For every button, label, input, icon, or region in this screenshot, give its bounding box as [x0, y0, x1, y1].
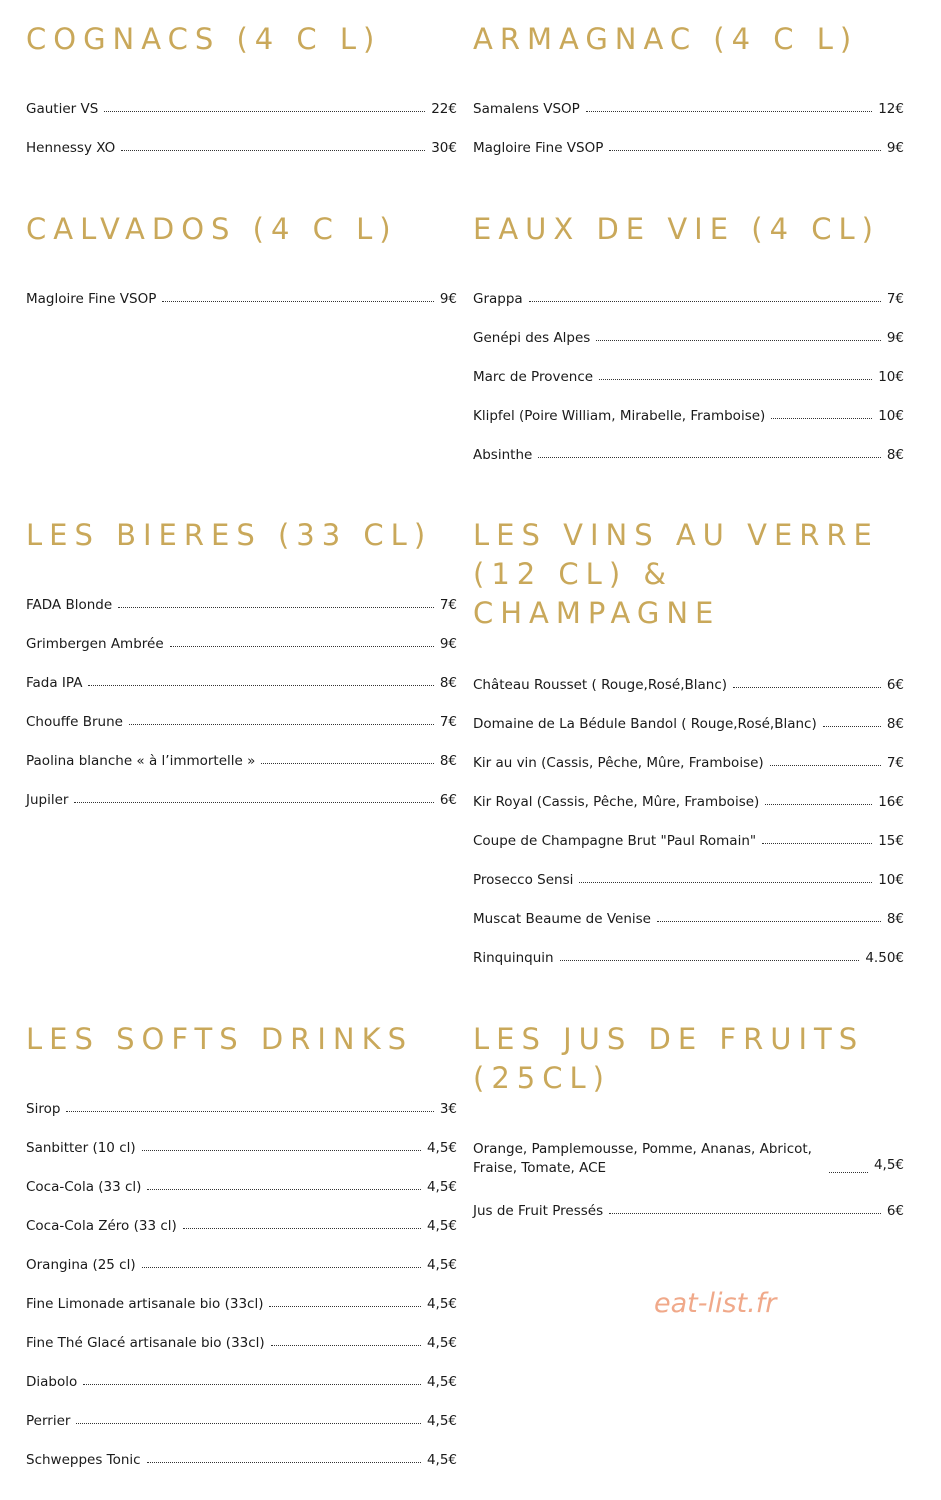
section-calvados	[26, 210, 457, 307]
menu-item	[26, 139, 457, 158]
section-title: LES BIERES (33 CL)	[26, 518, 433, 552]
item-name: Fine Thé Glacé artisanale bio (33cl)	[26, 1335, 265, 1351]
item-price: 8€	[886, 447, 904, 463]
dot-leader	[83, 1384, 421, 1385]
item-name: Orangina (25 cl)	[26, 1257, 136, 1273]
section-softs	[26, 1020, 457, 1468]
dot-leader	[170, 646, 434, 647]
menu-item	[473, 832, 904, 851]
dot-leader	[271, 1345, 421, 1346]
item-price: 4,5€	[426, 1218, 457, 1234]
dot-leader	[129, 724, 434, 725]
menu-item	[26, 1451, 457, 1470]
watermark: eat-list.fr	[654, 1288, 777, 1319]
item-price: 9€	[886, 330, 904, 346]
menu-item	[473, 949, 904, 968]
item-name: Paolina blanche « à l’immortelle »	[26, 753, 256, 769]
dot-leader	[261, 763, 433, 764]
menu-item	[473, 1140, 904, 1178]
dot-leader	[560, 960, 860, 961]
item-price: 7€	[439, 597, 457, 613]
menu-item	[26, 635, 457, 654]
menu-item	[473, 754, 904, 773]
dot-leader	[88, 685, 433, 686]
item-price: 8€	[886, 911, 904, 927]
item-name: Genépi des Alpes	[473, 330, 591, 346]
dot-leader	[596, 340, 880, 341]
menu-item	[473, 100, 904, 119]
item-price: 7€	[439, 714, 457, 730]
item-name: Magloire Fine VSOP	[473, 140, 604, 156]
item-name: Jus de Fruit Pressés	[473, 1203, 604, 1219]
item-price: 4,5€	[873, 1157, 904, 1173]
item-price: 4,5€	[426, 1374, 457, 1390]
item-price: 4,5€	[426, 1140, 457, 1156]
section-title-line: LES JUS DE FRUITS	[473, 1022, 865, 1056]
dot-leader	[765, 804, 872, 805]
item-price: 10€	[878, 408, 904, 424]
item-name: Fada IPA	[26, 675, 83, 691]
item-name: Rinquinquin	[473, 950, 554, 966]
item-name: Muscat Beaume de Venise	[473, 911, 651, 927]
menu-item	[473, 407, 904, 426]
item-name: Absinthe	[473, 447, 533, 463]
item-price: 6€	[886, 1203, 904, 1219]
dot-leader	[162, 301, 433, 302]
dot-leader	[74, 802, 433, 803]
section-title: COGNACS (4 C L)	[26, 22, 382, 56]
item-price: 9€	[886, 140, 904, 156]
item-name: Marc de Provence	[473, 369, 594, 385]
section-title-line: (12 CL) &	[473, 557, 673, 591]
menu-item	[473, 793, 904, 812]
item-price: 4,5€	[426, 1452, 457, 1468]
dot-leader	[657, 921, 881, 922]
dot-leader	[733, 687, 881, 688]
menu-item	[26, 674, 457, 693]
item-price: 10€	[878, 872, 904, 888]
dot-leader	[269, 1306, 420, 1307]
dot-leader	[829, 1172, 868, 1173]
section-eaux-de-vie	[473, 210, 904, 463]
item-name: Sirop	[26, 1101, 61, 1117]
dot-leader	[142, 1267, 421, 1268]
item-name: Grappa	[473, 291, 523, 307]
item-price: 6€	[439, 792, 457, 808]
dot-leader	[586, 111, 872, 112]
menu-item	[26, 1178, 457, 1197]
dot-leader	[609, 150, 880, 151]
dot-leader	[104, 111, 425, 112]
menu-item	[473, 871, 904, 890]
item-name: Domaine de La Bédule Bandol ( Rouge,Rosé,Blanc)	[473, 716, 817, 732]
dot-leader	[579, 882, 872, 883]
item-price: 9€	[439, 291, 457, 307]
menu-item	[26, 1295, 457, 1314]
menu-item	[26, 290, 457, 309]
dot-leader	[599, 379, 872, 380]
section-title-line: (25CL)	[473, 1061, 611, 1095]
item-name: Sanbitter (10 cl)	[26, 1140, 136, 1156]
dot-leader	[118, 607, 434, 608]
dot-leader	[529, 301, 881, 302]
menu-item	[473, 290, 904, 309]
menu-item	[26, 791, 457, 810]
section-vins	[473, 516, 904, 966]
item-price: 7€	[886, 755, 904, 771]
item-name: Kir Royal (Cassis, Pêche, Mûre, Framboise)	[473, 794, 760, 810]
item-price: 4,5€	[426, 1413, 457, 1429]
item-name: Hennessy XO	[26, 140, 116, 156]
item-name: Diabolo	[26, 1374, 78, 1390]
item-price: 4,5€	[426, 1257, 457, 1273]
item-name: Coca-Cola Zéro (33 cl)	[26, 1218, 177, 1234]
item-name: Coupe de Champagne Brut "Paul Romain"	[473, 833, 757, 849]
dot-leader	[76, 1423, 421, 1424]
dot-leader	[121, 150, 425, 151]
section-armagnac	[473, 20, 904, 156]
item-price: 6€	[886, 677, 904, 693]
dot-leader	[142, 1150, 421, 1151]
menu-item	[26, 1100, 457, 1119]
item-price: 8€	[886, 716, 904, 732]
menu-item	[473, 910, 904, 929]
item-price: 16€	[878, 794, 904, 810]
item-name: Jupiler	[26, 792, 69, 808]
menu-item	[26, 1334, 457, 1353]
item-name: Fine Limonade artisanale bio (33cl)	[26, 1296, 264, 1312]
menu-item	[473, 1202, 904, 1221]
item-name: Coca-Cola (33 cl)	[26, 1179, 142, 1195]
menu-item	[473, 368, 904, 387]
dot-leader	[183, 1228, 421, 1229]
section-title	[473, 1020, 904, 1098]
item-name: Grimbergen Ambrée	[26, 636, 164, 652]
section-title: CALVADOS (4 C L)	[26, 212, 398, 246]
menu-item	[473, 715, 904, 734]
section-title: LES SOFTS DRINKS	[26, 1022, 414, 1056]
item-name: Schweppes Tonic	[26, 1452, 141, 1468]
menu-item	[26, 752, 457, 771]
item-name: Samalens VSOP	[473, 101, 580, 117]
item-price: 9€	[439, 636, 457, 652]
menu-item	[26, 1139, 457, 1158]
section-title	[473, 516, 904, 633]
item-name: Orange, Pamplemousse, Pomme, Ananas, Abricot, Fraise, Tomate, ACE	[473, 1141, 812, 1176]
item-name: FADA Blonde	[26, 597, 113, 613]
dot-leader	[770, 765, 881, 766]
menu-item	[26, 713, 457, 732]
item-name: Perrier	[26, 1413, 71, 1429]
item-price: 15€	[878, 833, 904, 849]
dot-leader	[147, 1462, 421, 1463]
item-name: Prosecco Sensi	[473, 872, 574, 888]
dot-leader	[609, 1213, 881, 1214]
dot-leader	[147, 1189, 421, 1190]
section-bieres	[26, 516, 457, 808]
menu-item	[473, 446, 904, 465]
menu-item	[473, 139, 904, 158]
item-name: Gautier VS	[26, 101, 99, 117]
item-price: 7€	[886, 291, 904, 307]
menu-item	[26, 1373, 457, 1392]
item-price: 8€	[439, 753, 457, 769]
item-price: 8€	[439, 675, 457, 691]
item-name: Château Rousset ( Rouge,Rosé,Blanc)	[473, 677, 728, 693]
item-name: Magloire Fine VSOP	[26, 291, 157, 307]
item-price: 4.50€	[865, 950, 904, 966]
section-cognacs	[26, 20, 457, 156]
item-price: 10€	[878, 369, 904, 385]
dot-leader	[823, 726, 881, 727]
section-jus	[473, 1020, 904, 1219]
section-title-line: CHAMPAGNE	[473, 596, 721, 630]
dot-leader	[538, 457, 881, 458]
dot-leader	[762, 843, 872, 844]
section-title-line: LES VINS AU VERRE	[473, 518, 879, 552]
item-name: Chouffe Brune	[26, 714, 123, 730]
menu-item	[473, 329, 904, 348]
section-title: EAUX DE VIE (4 CL)	[473, 212, 880, 246]
menu-item	[26, 596, 457, 615]
item-price: 4,5€	[426, 1179, 457, 1195]
item-name: Kir au vin (Cassis, Pêche, Mûre, Framboise)	[473, 755, 764, 771]
menu-item	[473, 676, 904, 695]
section-title: ARMAGNAC (4 C L)	[473, 22, 859, 56]
item-price: 22€	[431, 101, 457, 117]
item-price: 30€	[431, 140, 457, 156]
item-price: 4,5€	[426, 1296, 457, 1312]
menu-item	[26, 1256, 457, 1275]
menu-item	[26, 1412, 457, 1431]
item-name: Klipfel (Poire William, Mirabelle, Framboise)	[473, 408, 766, 424]
dot-leader	[771, 418, 872, 419]
menu-item	[26, 100, 457, 119]
item-price: 3€	[439, 1101, 457, 1117]
dot-leader	[66, 1111, 433, 1112]
menu-item	[26, 1217, 457, 1236]
item-price: 4,5€	[426, 1335, 457, 1351]
item-price: 12€	[878, 101, 904, 117]
